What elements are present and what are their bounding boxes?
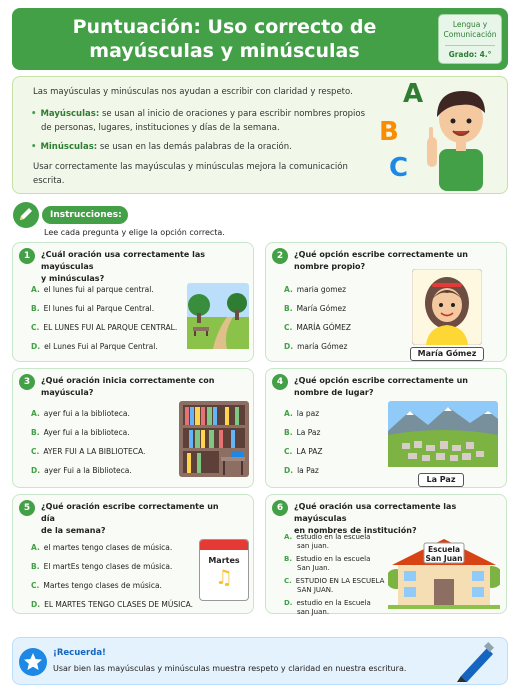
question-line-2: nombre de lugar? bbox=[294, 388, 374, 397]
name-caption: María Gómez bbox=[410, 347, 484, 361]
bullet-dot: • bbox=[31, 142, 37, 152]
option-text: AYER FUI A LA BIBLIOTECA. bbox=[43, 447, 146, 456]
option-a[interactable] bbox=[31, 285, 154, 295]
option-letter: D. bbox=[284, 599, 293, 607]
question-line-2: de la semana? bbox=[41, 526, 106, 535]
option-letter: B. bbox=[31, 428, 40, 437]
option-b[interactable] bbox=[284, 428, 320, 438]
option-letter: D. bbox=[31, 600, 41, 609]
option-text-cont: san Juan. bbox=[297, 608, 330, 616]
option-letter: C. bbox=[284, 323, 293, 332]
option-d[interactable] bbox=[31, 466, 132, 476]
term-mayusculas: Mayúsculas: bbox=[40, 109, 100, 119]
title-line-2: mayúsculas y minúsculas bbox=[89, 40, 360, 62]
page-header bbox=[12, 8, 508, 70]
question-text bbox=[41, 501, 221, 537]
question-number: 6 bbox=[272, 500, 288, 516]
subject-line-1: Lengua y bbox=[452, 20, 488, 29]
option-text: la paz bbox=[296, 409, 320, 418]
option-text: ayer Fui a la Biblioteca. bbox=[44, 466, 132, 475]
question-card-3 bbox=[12, 368, 254, 488]
subject-line-2: Comunicación bbox=[443, 30, 497, 39]
sign-line-2: San Juan bbox=[425, 554, 463, 563]
calendar-header bbox=[200, 540, 248, 550]
option-text: estudio en la escuela bbox=[296, 533, 371, 541]
option-c[interactable] bbox=[31, 447, 145, 457]
option-b[interactable] bbox=[284, 304, 346, 314]
option-text: El lunes fui al Parque Central. bbox=[43, 304, 155, 313]
option-text: MARÍA GÓMEZ bbox=[296, 323, 351, 332]
term-minusculas: Minúsculas: bbox=[40, 142, 98, 152]
question-number: 3 bbox=[19, 374, 35, 390]
question-text bbox=[41, 375, 221, 399]
option-letter: B. bbox=[284, 428, 293, 437]
option-d[interactable] bbox=[284, 466, 319, 476]
question-line-1: ¿Qué oración usa correctamente las mayúsculas bbox=[294, 502, 457, 523]
option-a[interactable] bbox=[31, 543, 172, 553]
question-line-2: en nombres de institución? bbox=[294, 526, 417, 535]
option-text: Estudio en la escuela bbox=[296, 555, 371, 563]
option-letter: C. bbox=[31, 323, 40, 332]
intro-box bbox=[12, 76, 508, 194]
music-note-icon: ♫ bbox=[215, 565, 233, 589]
closing-text: Usar correctamente las mayúsculas y minúsculas mejora la comunicación bbox=[33, 162, 348, 172]
option-b[interactable] bbox=[284, 555, 370, 573]
option-b[interactable] bbox=[31, 304, 154, 314]
question-number: 4 bbox=[272, 374, 288, 390]
city-illustration bbox=[388, 401, 498, 467]
option-a[interactable] bbox=[284, 409, 319, 419]
subject-name bbox=[439, 20, 501, 40]
option-letter: C. bbox=[284, 577, 292, 585]
option-letter: B. bbox=[31, 304, 40, 313]
option-text: el martes tengo clases de música. bbox=[43, 543, 173, 552]
option-letter: A. bbox=[31, 543, 40, 552]
option-text-cont: SAN JUAN. bbox=[297, 586, 334, 594]
question-number: 5 bbox=[19, 500, 35, 516]
title-line-1: Puntuación: Uso correcto de bbox=[72, 16, 377, 38]
question-card-5 bbox=[12, 494, 254, 614]
pen-icon bbox=[453, 642, 499, 682]
option-d[interactable] bbox=[31, 342, 158, 352]
question-card-2 bbox=[265, 242, 507, 362]
boy-illustration bbox=[423, 83, 497, 191]
school-illustration bbox=[388, 529, 500, 609]
bullet-text: se usan en las demás palabras de la oración. bbox=[99, 142, 292, 152]
bullet-text: se usan al inicio de oraciones y para escribir nombres propios bbox=[101, 109, 366, 119]
option-letter: D. bbox=[31, 466, 41, 475]
letter-a: A bbox=[403, 79, 424, 109]
reminder-text: Usar bien las mayúsculas y minúsculas muestra respeto y claridad en nuestra escritura. bbox=[53, 664, 407, 673]
girl-illustration bbox=[412, 269, 482, 345]
option-text: Martes tengo clases de música. bbox=[43, 581, 162, 590]
option-text: LA PAZ bbox=[296, 447, 323, 456]
option-text: Ayer fui a la biblioteca. bbox=[43, 428, 130, 437]
question-line-2: y minúsculas? bbox=[41, 274, 105, 283]
option-text: el lunes fui al parque central. bbox=[43, 285, 154, 294]
reminder-title: ¡Recuerda! bbox=[53, 648, 106, 658]
bullet-minusculas bbox=[31, 140, 292, 154]
pencil-icon bbox=[13, 202, 39, 228]
question-number: 2 bbox=[272, 248, 288, 264]
question-card-6 bbox=[265, 494, 507, 614]
question-line-2: nombre propio? bbox=[294, 262, 366, 271]
letter-b: B bbox=[379, 117, 399, 147]
question-line-1: ¿Qué oración inicia correctamente con bbox=[41, 376, 215, 385]
bullet-mayusculas bbox=[31, 107, 365, 121]
star-icon bbox=[19, 648, 47, 676]
school-sign bbox=[424, 545, 464, 563]
question-text bbox=[294, 375, 474, 399]
option-text: maría Gómez bbox=[297, 342, 348, 351]
option-a[interactable] bbox=[284, 285, 346, 295]
option-text: ESTUDIO EN LA ESCUELA bbox=[295, 577, 385, 585]
option-c[interactable] bbox=[284, 577, 384, 595]
question-text bbox=[41, 249, 221, 285]
question-line-1: ¿Qué opción escribe correctamente un bbox=[294, 250, 468, 259]
park-illustration bbox=[187, 283, 249, 349]
letter-c: C bbox=[389, 153, 409, 183]
subject-divider bbox=[445, 45, 495, 46]
question-line-1: ¿Cuál oración usa correctamente las mayúsculas bbox=[41, 250, 205, 271]
option-b[interactable] bbox=[31, 562, 172, 572]
option-text: El martEs tengo clases de música. bbox=[43, 562, 173, 571]
option-c[interactable] bbox=[31, 323, 177, 333]
instructions-text: Lee cada pregunta y elige la opción correcta. bbox=[44, 228, 225, 237]
option-letter: B. bbox=[31, 562, 40, 571]
question-number: 1 bbox=[19, 248, 35, 264]
option-letter: D. bbox=[284, 342, 294, 351]
option-a[interactable] bbox=[31, 409, 130, 419]
intro-text: Las mayúsculas y minúsculas nos ayudan a escribir con claridad y respeto. bbox=[33, 87, 353, 97]
bullet-text-cont: de personas, lugares, instituciones y días de la semana. bbox=[41, 123, 280, 133]
subject-badge bbox=[438, 14, 502, 64]
option-text: ayer fui a la biblioteca. bbox=[43, 409, 130, 418]
option-text: La Paz bbox=[296, 428, 321, 437]
closing-text-cont: escrita. bbox=[33, 176, 65, 186]
option-text: la Paz bbox=[297, 466, 319, 475]
option-letter: C. bbox=[284, 447, 293, 456]
option-letter: C. bbox=[31, 447, 40, 456]
bullet-dot: • bbox=[31, 109, 37, 119]
question-line-1: ¿Qué opción escribe correctamente un bbox=[294, 376, 468, 385]
option-letter: A. bbox=[284, 409, 293, 418]
option-d[interactable] bbox=[284, 599, 371, 617]
option-letter: A. bbox=[284, 285, 293, 294]
option-letter: D. bbox=[284, 466, 294, 475]
calendar-icon bbox=[199, 539, 249, 601]
option-text: EL MARTES TENGO CLASES DE MÚSICA. bbox=[44, 600, 193, 609]
calendar-day: Martes bbox=[208, 556, 240, 565]
question-line-1: ¿Qué oración escribe correctamente un día bbox=[41, 502, 219, 523]
option-a[interactable] bbox=[284, 533, 370, 551]
option-letter: B. bbox=[284, 555, 292, 563]
question-line-2: mayúscula? bbox=[41, 388, 94, 397]
instructions-label: Instrucciones: bbox=[42, 206, 128, 224]
option-letter: A. bbox=[31, 285, 40, 294]
option-letter: A. bbox=[31, 409, 40, 418]
option-text: estudio en la Escuela bbox=[296, 599, 371, 607]
option-d[interactable] bbox=[284, 342, 347, 352]
question-card-1 bbox=[12, 242, 254, 362]
option-text: María Gómez bbox=[296, 304, 347, 313]
sign-line-1: Escuela bbox=[427, 545, 461, 554]
option-text: maria gomez bbox=[296, 285, 347, 294]
option-letter: B. bbox=[284, 304, 293, 313]
option-text: el Lunes Fui al Parque Central. bbox=[44, 342, 158, 351]
option-text-cont: san juan. bbox=[297, 542, 329, 550]
option-b[interactable] bbox=[31, 428, 130, 438]
page-title bbox=[22, 15, 427, 63]
library-illustration bbox=[179, 401, 249, 477]
place-caption: La Paz bbox=[418, 473, 464, 487]
question-card-4 bbox=[265, 368, 507, 488]
option-letter: A. bbox=[284, 533, 293, 541]
option-c[interactable] bbox=[31, 581, 162, 591]
grade-label: Grado: 4.° bbox=[448, 50, 492, 59]
option-c[interactable] bbox=[284, 447, 323, 457]
option-text: EL LUNES FUI AL PARQUE CENTRAL. bbox=[43, 323, 178, 332]
reminder-box bbox=[12, 637, 508, 685]
option-letter: C. bbox=[31, 581, 40, 590]
option-d[interactable] bbox=[31, 600, 193, 610]
option-letter: D. bbox=[31, 342, 41, 351]
option-text-cont: San Juan. bbox=[297, 564, 330, 572]
option-c[interactable] bbox=[284, 323, 351, 333]
